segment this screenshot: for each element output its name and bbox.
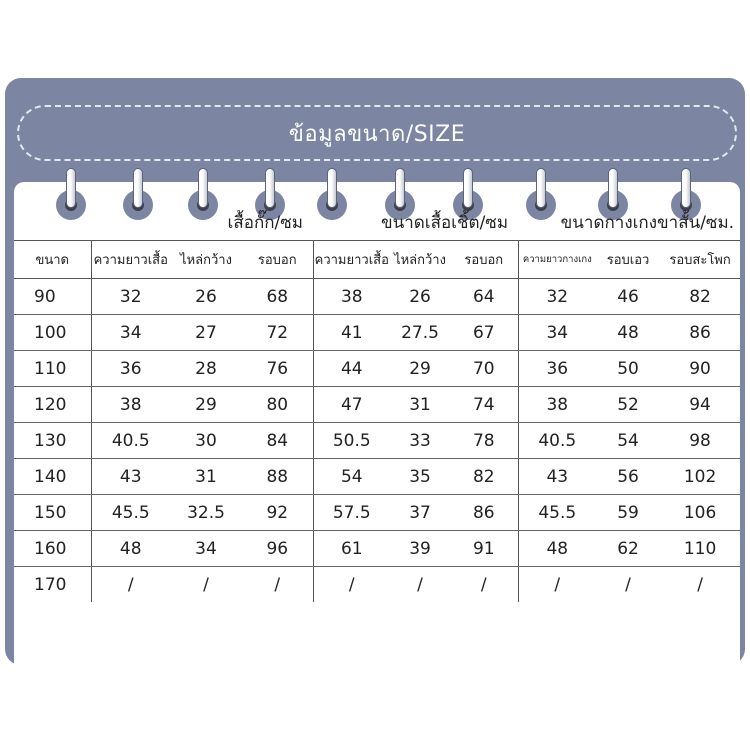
group-header-row: [14, 204, 740, 241]
value-cell: 64: [450, 279, 518, 315]
value-cell: 45.5: [518, 495, 596, 531]
value-cell: 31: [170, 459, 242, 495]
header-shorts-hip: รอบสะโพก: [660, 241, 740, 279]
value-cell: 32: [518, 279, 596, 315]
value-cell: 76: [242, 351, 313, 387]
table-row: [14, 531, 740, 567]
value-cell: 46: [596, 279, 660, 315]
value-cell: 29: [170, 387, 242, 423]
note-label: หมายเหตุ:: [18, 634, 76, 650]
value-cell: 27.5: [390, 315, 450, 351]
size-chart-board: [5, 78, 745, 665]
value-cell: 40.5: [91, 423, 170, 459]
size-cell: 170: [34, 574, 67, 595]
size-cell: 160: [14, 531, 91, 567]
value-cell: 78: [450, 423, 518, 459]
size-cell: 130: [14, 423, 91, 459]
value-cell: 102: [660, 459, 740, 495]
size-cell: 90: [14, 279, 91, 315]
value-cell: 88: [242, 459, 313, 495]
value-cell: 74: [450, 387, 518, 423]
note-text: การวัดด้วยมืออาจมีความคลาดเคลื่อน 1-2 ซม. กรุณาเข้าใจหากมีความคลาดเคลื่อนเล็กน้อย หากมีข้อสงสัยกรุณาติดต่อฝ่ายบริการลูกค้าออนไลน์: [83, 635, 591, 646]
value-cell: 34: [91, 315, 170, 351]
value-cell: 90: [660, 351, 740, 387]
value-cell: 57.5: [313, 495, 390, 531]
value-cell: 72: [242, 315, 313, 351]
value-cell: 29: [390, 351, 450, 387]
value-cell: 94: [660, 387, 740, 423]
header-shirt-shoulder: ไหล่กว้าง: [170, 241, 242, 279]
table-row: [14, 279, 740, 315]
value-cell: 61: [313, 531, 390, 567]
value-cell: 34: [518, 315, 596, 351]
value-cell: 26: [170, 279, 242, 315]
size-cell: 140: [14, 459, 91, 495]
table-row: [14, 423, 740, 459]
value-cell: 41: [313, 315, 390, 351]
size-cell: 150: [14, 495, 91, 531]
value-cell: 32.5: [170, 495, 242, 531]
table-row: [14, 315, 740, 351]
size-cell: 110: [14, 351, 91, 387]
value-cell: 43: [91, 459, 170, 495]
table-row: [14, 387, 740, 423]
value-cell: 48: [91, 531, 170, 567]
header-shorts-waist: รอบเอว: [596, 241, 660, 279]
size-table: [14, 204, 740, 602]
value-cell: 48: [596, 315, 660, 351]
value-cell: 59: [596, 495, 660, 531]
value-cell: /: [697, 574, 703, 595]
value-cell: /: [480, 574, 487, 595]
value-cell: 35: [390, 459, 450, 495]
value-cell: 67: [450, 315, 518, 351]
size-cell: 120: [14, 387, 91, 423]
value-cell: 86: [660, 315, 740, 351]
value-cell: /: [313, 567, 390, 603]
value-cell: 40.5: [518, 423, 596, 459]
value-cell: 106: [660, 495, 740, 531]
value-cell: 86: [450, 495, 518, 531]
size-chart-title: ข้อมูลขนาด/SIZE: [17, 105, 737, 161]
value-cell: 92: [242, 495, 313, 531]
value-cell: 30: [170, 423, 242, 459]
value-cell: 54: [596, 423, 660, 459]
header-vest-shoulder: ไหล่กว้าง: [390, 241, 450, 279]
size-cell: 100: [14, 315, 91, 351]
value-cell: 62: [596, 531, 660, 567]
value-cell: 110: [660, 531, 740, 567]
value-cell: 43: [518, 459, 596, 495]
group-shorts: ขนาดกางเกงขาสั้น/ซม.: [560, 212, 735, 233]
value-cell: 91: [450, 531, 518, 567]
value-cell: /: [417, 574, 423, 595]
value-cell: 96: [242, 531, 313, 567]
value-cell: 45.5: [91, 495, 170, 531]
value-cell: 54: [313, 459, 390, 495]
value-cell: 27: [170, 315, 242, 351]
column-header-row: [14, 241, 740, 279]
value-cell: /: [518, 567, 596, 603]
value-cell: 82: [660, 279, 740, 315]
value-cell: /: [274, 574, 281, 595]
table-row: [14, 351, 740, 387]
value-cell: /: [625, 574, 631, 595]
value-cell: 98: [660, 423, 740, 459]
value-cell: 32: [91, 279, 170, 315]
header-vest-length: ความยาวเสื้อ: [313, 241, 390, 279]
value-cell: 37: [390, 495, 450, 531]
value-cell: 33: [390, 423, 450, 459]
table-row: [14, 459, 740, 495]
value-cell: 44: [313, 351, 390, 387]
value-cell: 34: [170, 531, 242, 567]
value-cell: 68: [242, 279, 313, 315]
value-cell: 50.5: [313, 423, 390, 459]
value-cell: 56: [596, 459, 660, 495]
header-shorts-length: ความยาวกางเกง: [518, 241, 596, 279]
value-cell: 36: [91, 351, 170, 387]
group-vest: ขนาดเสื้อเชิ้ต/ซม: [380, 212, 509, 233]
value-cell: 82: [450, 459, 518, 495]
value-cell: 38: [91, 387, 170, 423]
value-cell: 50: [596, 351, 660, 387]
value-cell: 70: [450, 351, 518, 387]
value-cell: 80: [242, 387, 313, 423]
table-row: [14, 495, 740, 531]
note-bar: [18, 629, 744, 653]
value-cell: 38: [518, 387, 596, 423]
header-size: ขนาด: [14, 241, 91, 279]
value-cell: 38: [313, 279, 390, 315]
value-cell: 26: [390, 279, 450, 315]
table-row: [14, 567, 740, 603]
header-vest-chest: รอบอก: [450, 241, 518, 279]
value-cell: /: [91, 567, 170, 603]
value-cell: 47: [313, 387, 390, 423]
value-cell: 39: [390, 531, 450, 567]
value-cell: 36: [518, 351, 596, 387]
value-cell: 31: [390, 387, 450, 423]
value-cell: 48: [518, 531, 596, 567]
group-shirt: เสื้อกั๊ก/ซม: [227, 212, 304, 233]
value-cell: 52: [596, 387, 660, 423]
header-shirt-chest: รอบอก: [242, 241, 313, 279]
header-shirt-length: ความยาวเสื้อ: [91, 241, 170, 279]
value-cell: 84: [242, 423, 313, 459]
value-cell: /: [203, 574, 209, 595]
value-cell: 28: [170, 351, 242, 387]
